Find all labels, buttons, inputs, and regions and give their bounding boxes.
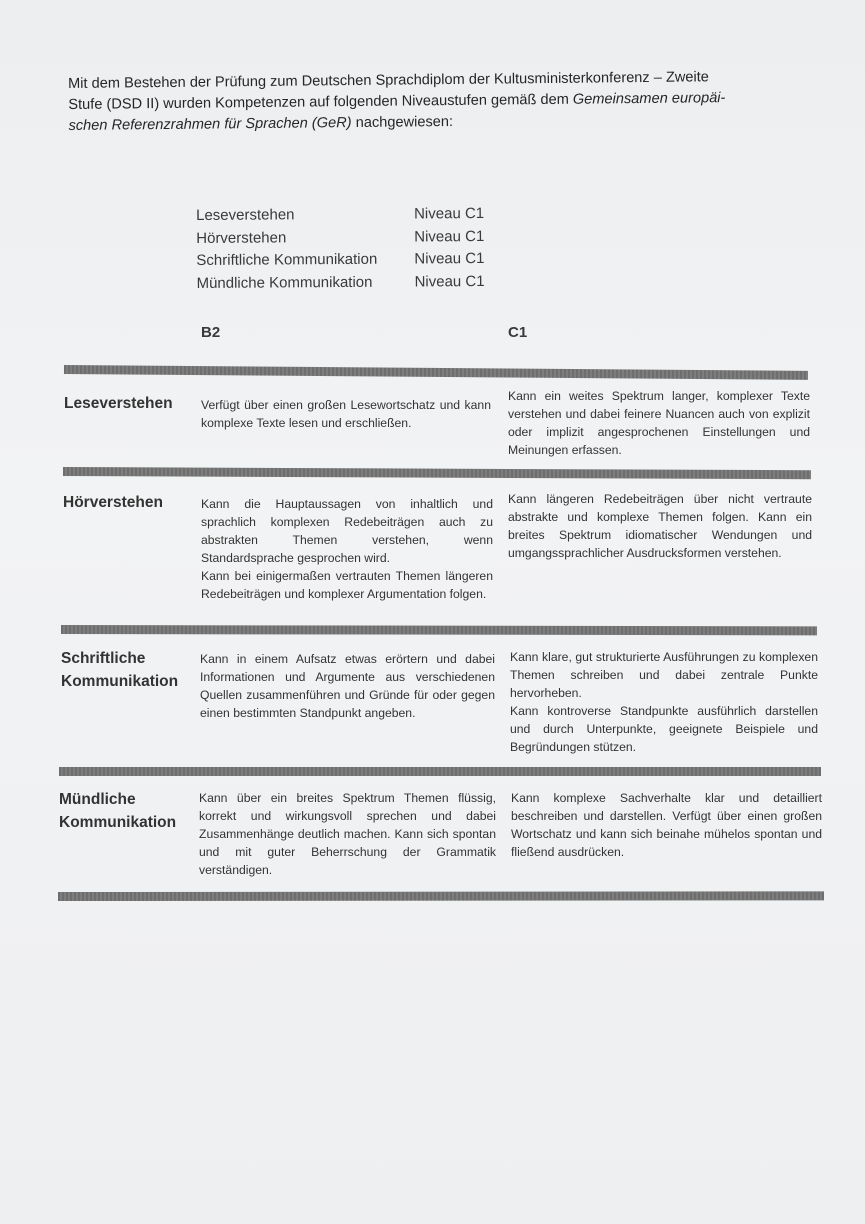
section-divider xyxy=(64,365,808,380)
level-skill: Mündliche Kommunikation xyxy=(196,273,373,292)
section-divider xyxy=(59,767,821,776)
section-title-line: Mündliche xyxy=(59,791,136,808)
level-summary-list xyxy=(196,203,505,295)
description-paragraph: Kann die Hauptaussagen von inhaltlich und sprachlich komplexen Redebeiträgen auch zu abstrakten Themen verstehen, wenn Standardsprache gesprochen wird. xyxy=(201,497,493,565)
description-paragraph: Kann komplexe Sachverhalte klar und detailliert beschreiben und darstellen. Verfügt über einen großen Wortschatz und kann sich beinahe mühelos spontan und fließend ausdrücken. xyxy=(511,791,822,859)
section-title xyxy=(64,392,173,415)
section-title-line: Kommunikation xyxy=(59,814,177,831)
c1-description xyxy=(510,648,818,756)
section-divider xyxy=(63,467,811,479)
description-paragraph: Kann bei einigermaßen vertrauten Themen längeren Redebeiträgen und komplexer Argumentation folgen. xyxy=(201,569,493,601)
level-row xyxy=(196,225,504,250)
section-title-line: Schriftliche xyxy=(61,650,146,667)
level-value: Niveau C1 xyxy=(414,249,485,268)
intro-paragraph xyxy=(68,66,804,137)
c1-description xyxy=(508,490,812,562)
level-row xyxy=(196,203,504,228)
intro-reference-emphasis-2: schen Referenzrahmen für Sprachen (GeR) xyxy=(68,115,352,134)
level-skill: Leseverstehen xyxy=(196,206,295,224)
level-value: Niveau C1 xyxy=(414,204,485,223)
section-title xyxy=(63,491,163,514)
section-title-line: Kommunikation xyxy=(61,673,179,690)
description-paragraph: Kann klare, gut strukturierte Ausführungen zu komplexen Themen schreiben und dabei zentrale Punkte hervorheben. xyxy=(510,650,818,700)
description-paragraph: Kann kontroverse Standpunkte ausführlich darstellen und durch Unterpunkte, geeignete Beispiele und Begründungen stützen. xyxy=(510,704,818,754)
c1-description xyxy=(511,789,822,861)
description-paragraph: Kann über ein breites Spektrum Themen flüssig, korrekt und wirkungsvoll sprechen und dabei Zusammenhänge deutlich machen. Kann sich spontan und mit guter Beherrschung der Grammatik verständigen. xyxy=(199,791,496,877)
c1-description xyxy=(508,387,810,459)
section-title-line: Leseverstehen xyxy=(64,395,173,412)
section-divider xyxy=(58,891,824,901)
b2-description xyxy=(201,495,493,603)
intro-line-3: nachgewiesen: xyxy=(351,113,454,132)
level-skill: Hörverstehen xyxy=(196,228,287,247)
column-header-b2: B2 xyxy=(201,324,221,341)
level-row xyxy=(196,248,504,273)
description-paragraph: Kann längeren Redebeiträgen über nicht vertraute abstrakte und komplexe Themen folgen. Kann ein breites Spektrum idiomatischer Wendungen und umgangssprachlicher Ausdrucksformen verstehen. xyxy=(508,492,812,560)
b2-description xyxy=(199,789,496,879)
column-header-c1: C1 xyxy=(508,324,528,341)
section-title xyxy=(59,788,176,834)
section-title-line: Hörverstehen xyxy=(63,494,163,511)
level-skill: Schriftliche Kommunikation xyxy=(196,250,378,269)
description-paragraph: Kann in einem Aufsatz etwas erörtern und dabei Informationen und Argumente aus verschiedenen Quellen zusammenführen und Gründe für oder gegen einen bestimmten Standpunkt angeben. xyxy=(200,652,495,720)
level-value: Niveau C1 xyxy=(414,227,485,245)
section-title xyxy=(61,647,178,693)
level-value: Niveau C1 xyxy=(414,272,485,290)
intro-line-2: Stufe (DSD II) wurden Kompetenzen auf folgenden Niveaustufen gemäß dem xyxy=(68,91,573,113)
section-divider xyxy=(61,625,817,635)
intro-line-1: Mit dem Bestehen der Prüfung zum Deutschen Sprachdiplom der Kultusministerkonferenz – Zweite xyxy=(68,69,709,92)
b2-description xyxy=(201,396,491,432)
intro-reference-emphasis-1: Gemeinsamen europäi- xyxy=(572,90,726,108)
level-row xyxy=(196,270,504,295)
description-paragraph: Kann ein weites Spektrum langer, komplexer Texte verstehen und dabei feinere Nuancen auch von explizit oder implizit angesprochenen Einstellungen und Meinungen erfassen. xyxy=(508,389,810,457)
description-paragraph: Verfügt über einen großen Lesewortschatz und kann komplexe Texte lesen und erschließen. xyxy=(201,398,491,430)
b2-description xyxy=(200,650,495,722)
